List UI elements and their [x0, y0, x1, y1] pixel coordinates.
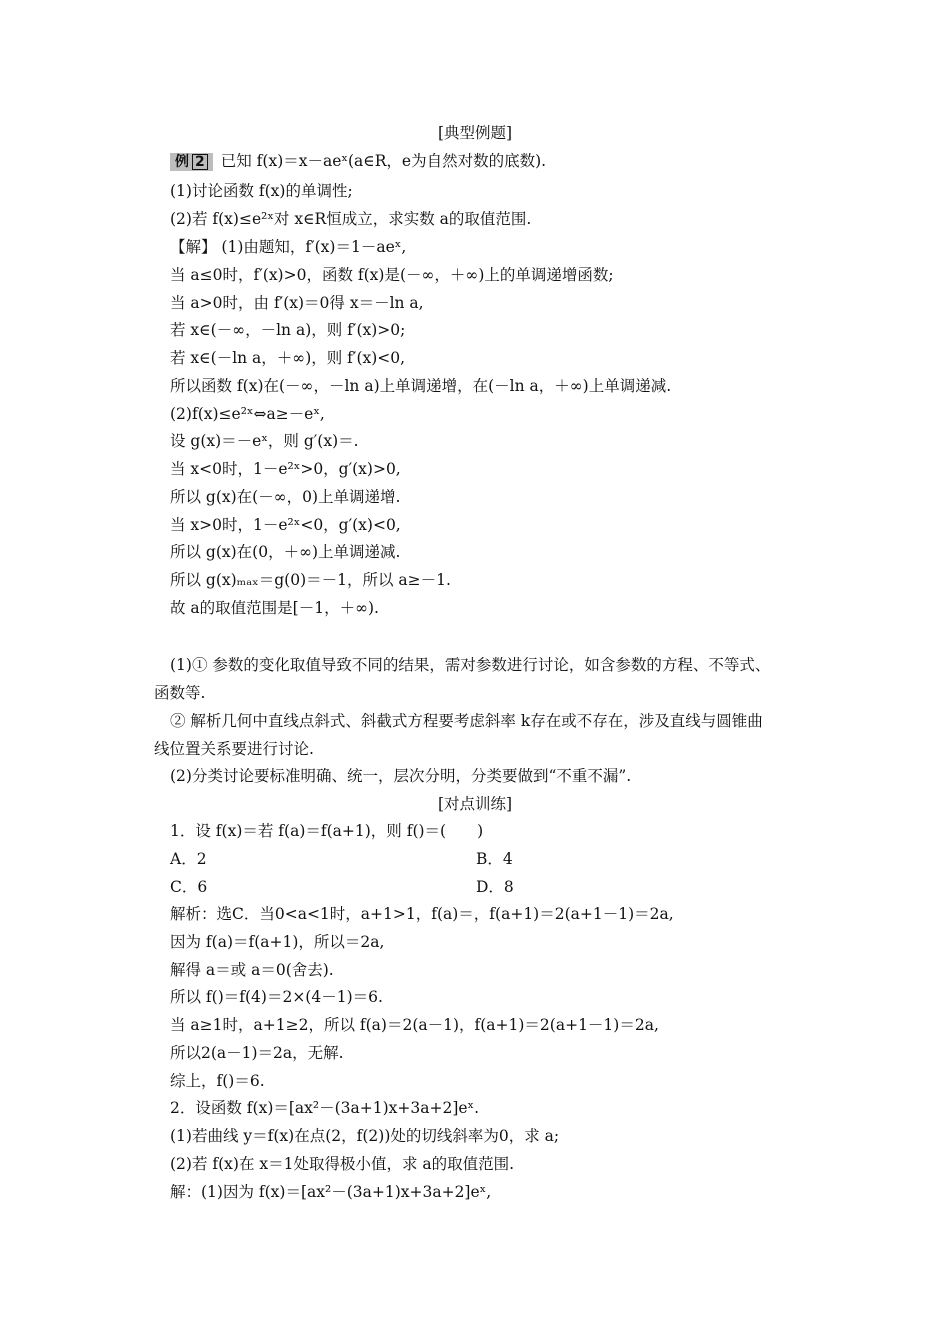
problem2-line: 2．设函数 f(x)＝[ax²－(3a+1)x+3a+2]eˣ. [170, 1099, 480, 1117]
example-statement-line [170, 151, 546, 171]
option-b: B．4 [476, 850, 513, 868]
solution-line: 所以函数 f(x)在(－∞，－ln a)上单调递增，在(－ln a，＋∞)上单调递减. [170, 377, 672, 395]
solution-line: 当 x>0时，1－e²ˣ<0，g′(x)<0, [170, 516, 401, 534]
solution-line: 【解】 (1)由题知，f′(x)＝1－aeˣ, [170, 238, 407, 256]
problem2-line: (2)若 f(x)在 x＝1处取得极小值，求 a的取值范围. [170, 1155, 515, 1173]
problem1-question: 1．设 f(x)＝若 f(a)＝f(a+1)，则 f()＝( ) [170, 822, 484, 840]
solution-line: 当 a>0时，由 f′(x)＝0得 x＝－ln a, [170, 294, 424, 312]
problem1-solution-line: 当 a≥1时，a+1≥2，所以 f(a)＝2(a－1)，f(a+1)＝2(a+1－1)＝2a, [170, 1016, 659, 1034]
example-question-2: (2)若 f(x)≤e²ˣ对 x∈R恒成立，求实数 a的取值范围. [170, 210, 532, 228]
option-c: C．6 [170, 878, 208, 896]
problem1-solution-line: 解得 a＝或 a＝0(舍去). [170, 961, 334, 979]
problem1-solution-line: 因为 f(a)＝f(a+1)，所以＝2a, [170, 933, 385, 951]
option-a: A．2 [170, 850, 207, 868]
problem2-line: 解：(1)因为 f(x)＝[ax²－(3a+1)x+3a+2]eˣ, [170, 1183, 492, 1201]
problem1-solution-line: 综上，f()＝6. [170, 1072, 265, 1090]
note-line: 线位置关系要进行讨论. [154, 740, 314, 758]
problem1-solution-line: 所以 f()＝f(4)＝2×(4－1)＝6. [170, 988, 383, 1006]
solution-line: 当 x<0时，1－e²ˣ>0，g′(x)>0, [170, 460, 401, 478]
example-tag: 例 2 [170, 153, 213, 171]
note-line: (1)① 参数的变化取值导致不同的结果，需对参数进行讨论，如含参数的方程、不等式、 [170, 656, 771, 674]
note-line: ② 解析几何中直线点斜式、斜截式方程要考虑斜率 k存在或不存在，涉及直线与圆锥曲 [170, 712, 763, 730]
problem1-solution-line: 所以2(a－1)＝2a，无解. [170, 1044, 344, 1062]
solution-line: 所以 g(x)在(－∞，0)上单调递增. [170, 488, 401, 506]
section-heading-example: [典型例题] [437, 124, 513, 142]
solution-line: (2)f(x)≤e²ˣ⇔a≥－eˣ, [170, 405, 325, 423]
solution-line: 若 x∈(－∞，－ln a)，则 f′(x)>0; [170, 321, 406, 339]
solution-line: 设 g(x)＝－eˣ，则 g′(x)＝. [170, 432, 359, 450]
example-question-1: (1)讨论函数 f(x)的单调性; [170, 182, 353, 200]
solution-line: 故 a的取值范围是[－1，＋∞). [170, 599, 379, 617]
example-statement: 已知 f(x)＝x－aeˣ(a∈R，e为自然对数的底数). [220, 152, 547, 170]
option-d: D．8 [476, 878, 514, 896]
problem2-line: (1)若曲线 y＝f(x)在点(2，f(2))处的切线斜率为0，求 a; [170, 1127, 560, 1145]
note-line: 函数等. [154, 684, 206, 702]
note-line: (2)分类讨论要标准明确、统一，层次分明，分类要做到“不重不漏”. [170, 767, 632, 785]
solution-line: 所以 g(x)在(0，＋∞)上单调递减. [170, 543, 401, 561]
section-heading-practice: [对点训练] [437, 795, 513, 813]
solution-line: 若 x∈(－ln a，＋∞)，则 f′(x)<0, [170, 349, 406, 367]
solution-line: 当 a≤0时，f′(x)>0，函数 f(x)是(－∞，＋∞)上的单调递增函数; [170, 266, 614, 284]
problem1-solution-line: 解析：选C．当0<a<1时，a+1>1，f(a)＝，f(a+1)＝2(a+1－1)＝2a, [170, 905, 674, 923]
solution-line: 所以 g(x)ₘₐₓ＝g(0)＝－1，所以 a≥－1. [170, 571, 451, 589]
